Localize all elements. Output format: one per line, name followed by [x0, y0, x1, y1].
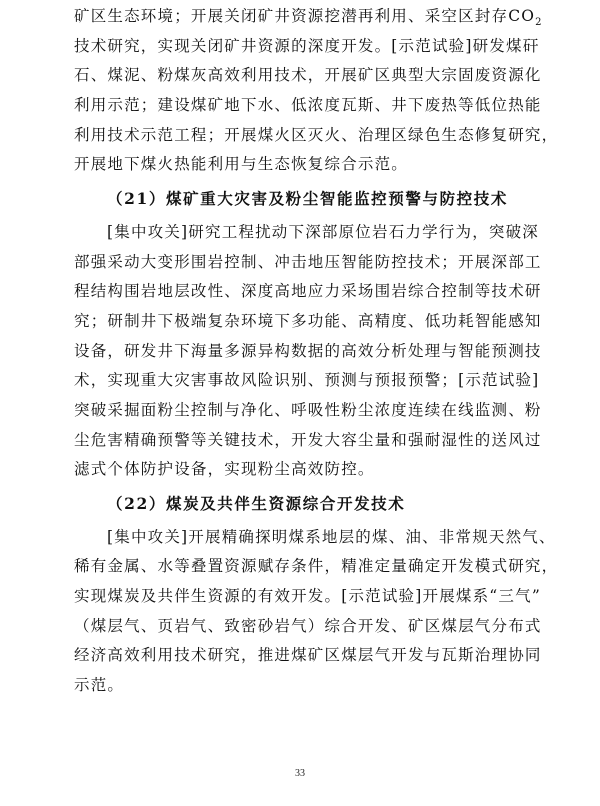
section-heading-22: （22）煤炭及共伴生资源综合开发技术: [107, 494, 406, 513]
paragraph-line: 实现煤炭及共伴生资源的有效开发。[示范试验]开展煤系“三气”: [74, 587, 541, 606]
page-number: 33: [295, 768, 305, 779]
paragraph-line: 术，实现重大灾害事故风险识别、预测与预报预警；[示范试验]: [74, 371, 540, 390]
paragraph-line: 开展地下煤火热能利用与生态恢复综合示范。: [74, 155, 409, 174]
paragraph-line: 设备，研发井下海量多源异构数据的高效分析处理与智能预测技: [74, 341, 542, 360]
paragraph-line: [集中攻关]开展精确探明煤系地层的煤、油、非常规天然气、: [107, 527, 556, 546]
paragraph-line: 利用技术示范工程；开展煤火区灭火、治理区绿色生态修复研究，: [74, 125, 559, 144]
paragraph-line: 技术研究，实现关闭矿井资源的深度开发。[示范试验]研发煤矸: [74, 36, 540, 55]
paragraph-line: 稀有金属、水等叠置资源赋存条件，精准定量确定开发模式研究，: [74, 557, 559, 576]
paragraph-line: 部强采动大变形围岩控制、冲击地压智能防控技术；开展深部工: [74, 252, 542, 271]
paragraph-line: 突破采掘面粉尘控制与净化、呼吸性粉尘浓度连续在线监测、粉: [74, 400, 542, 419]
paragraph-line: 矿区生态环境；开展关闭矿井资源挖潜再利用、采空区封存$CO_2$: [74, 7, 543, 29]
paragraph-line: 利用示范；建设煤矿地下水、低浓度瓦斯、井下废热等低位热能: [74, 96, 542, 115]
paragraph-line: [集中攻关]研究工程扰动下深部原位岩石力学行为，突破深: [107, 222, 539, 241]
paragraph-line: 经济高效利用技术研究，推进煤矿区煤层气开发与瓦斯治理协同: [74, 646, 542, 665]
section-heading-21: （21）煤矿重大灾害及粉尘智能监控预警与防控技术: [107, 189, 508, 209]
paragraph-line: 尘危害精确预警等关键技术，开发大容尘量和强耐湿性的送风过: [74, 430, 542, 449]
paragraph-line: 示范。: [74, 676, 125, 695]
subscript: 2: [535, 17, 543, 29]
paragraph-line: 石、煤泥、粉煤灰高效利用技术，开展矿区典型大宗固废资源化: [74, 66, 542, 85]
paragraph-line: 程结构围岩地层改性、深度高地应力采场围岩综合控制等技术研: [74, 282, 542, 301]
paragraph-line: 究；研制井下极端复杂环境下多功能、高精度、低功耗智能感知: [74, 311, 542, 330]
document-body: [74, 2, 559, 701]
paragraph-line: （煤层气、页岩气、致密砂岩气）综合开发、矿区煤层气分布式: [74, 616, 542, 635]
paragraph-line: 滤式个体防护设备，实现粉尘高效防控。: [74, 460, 375, 479]
